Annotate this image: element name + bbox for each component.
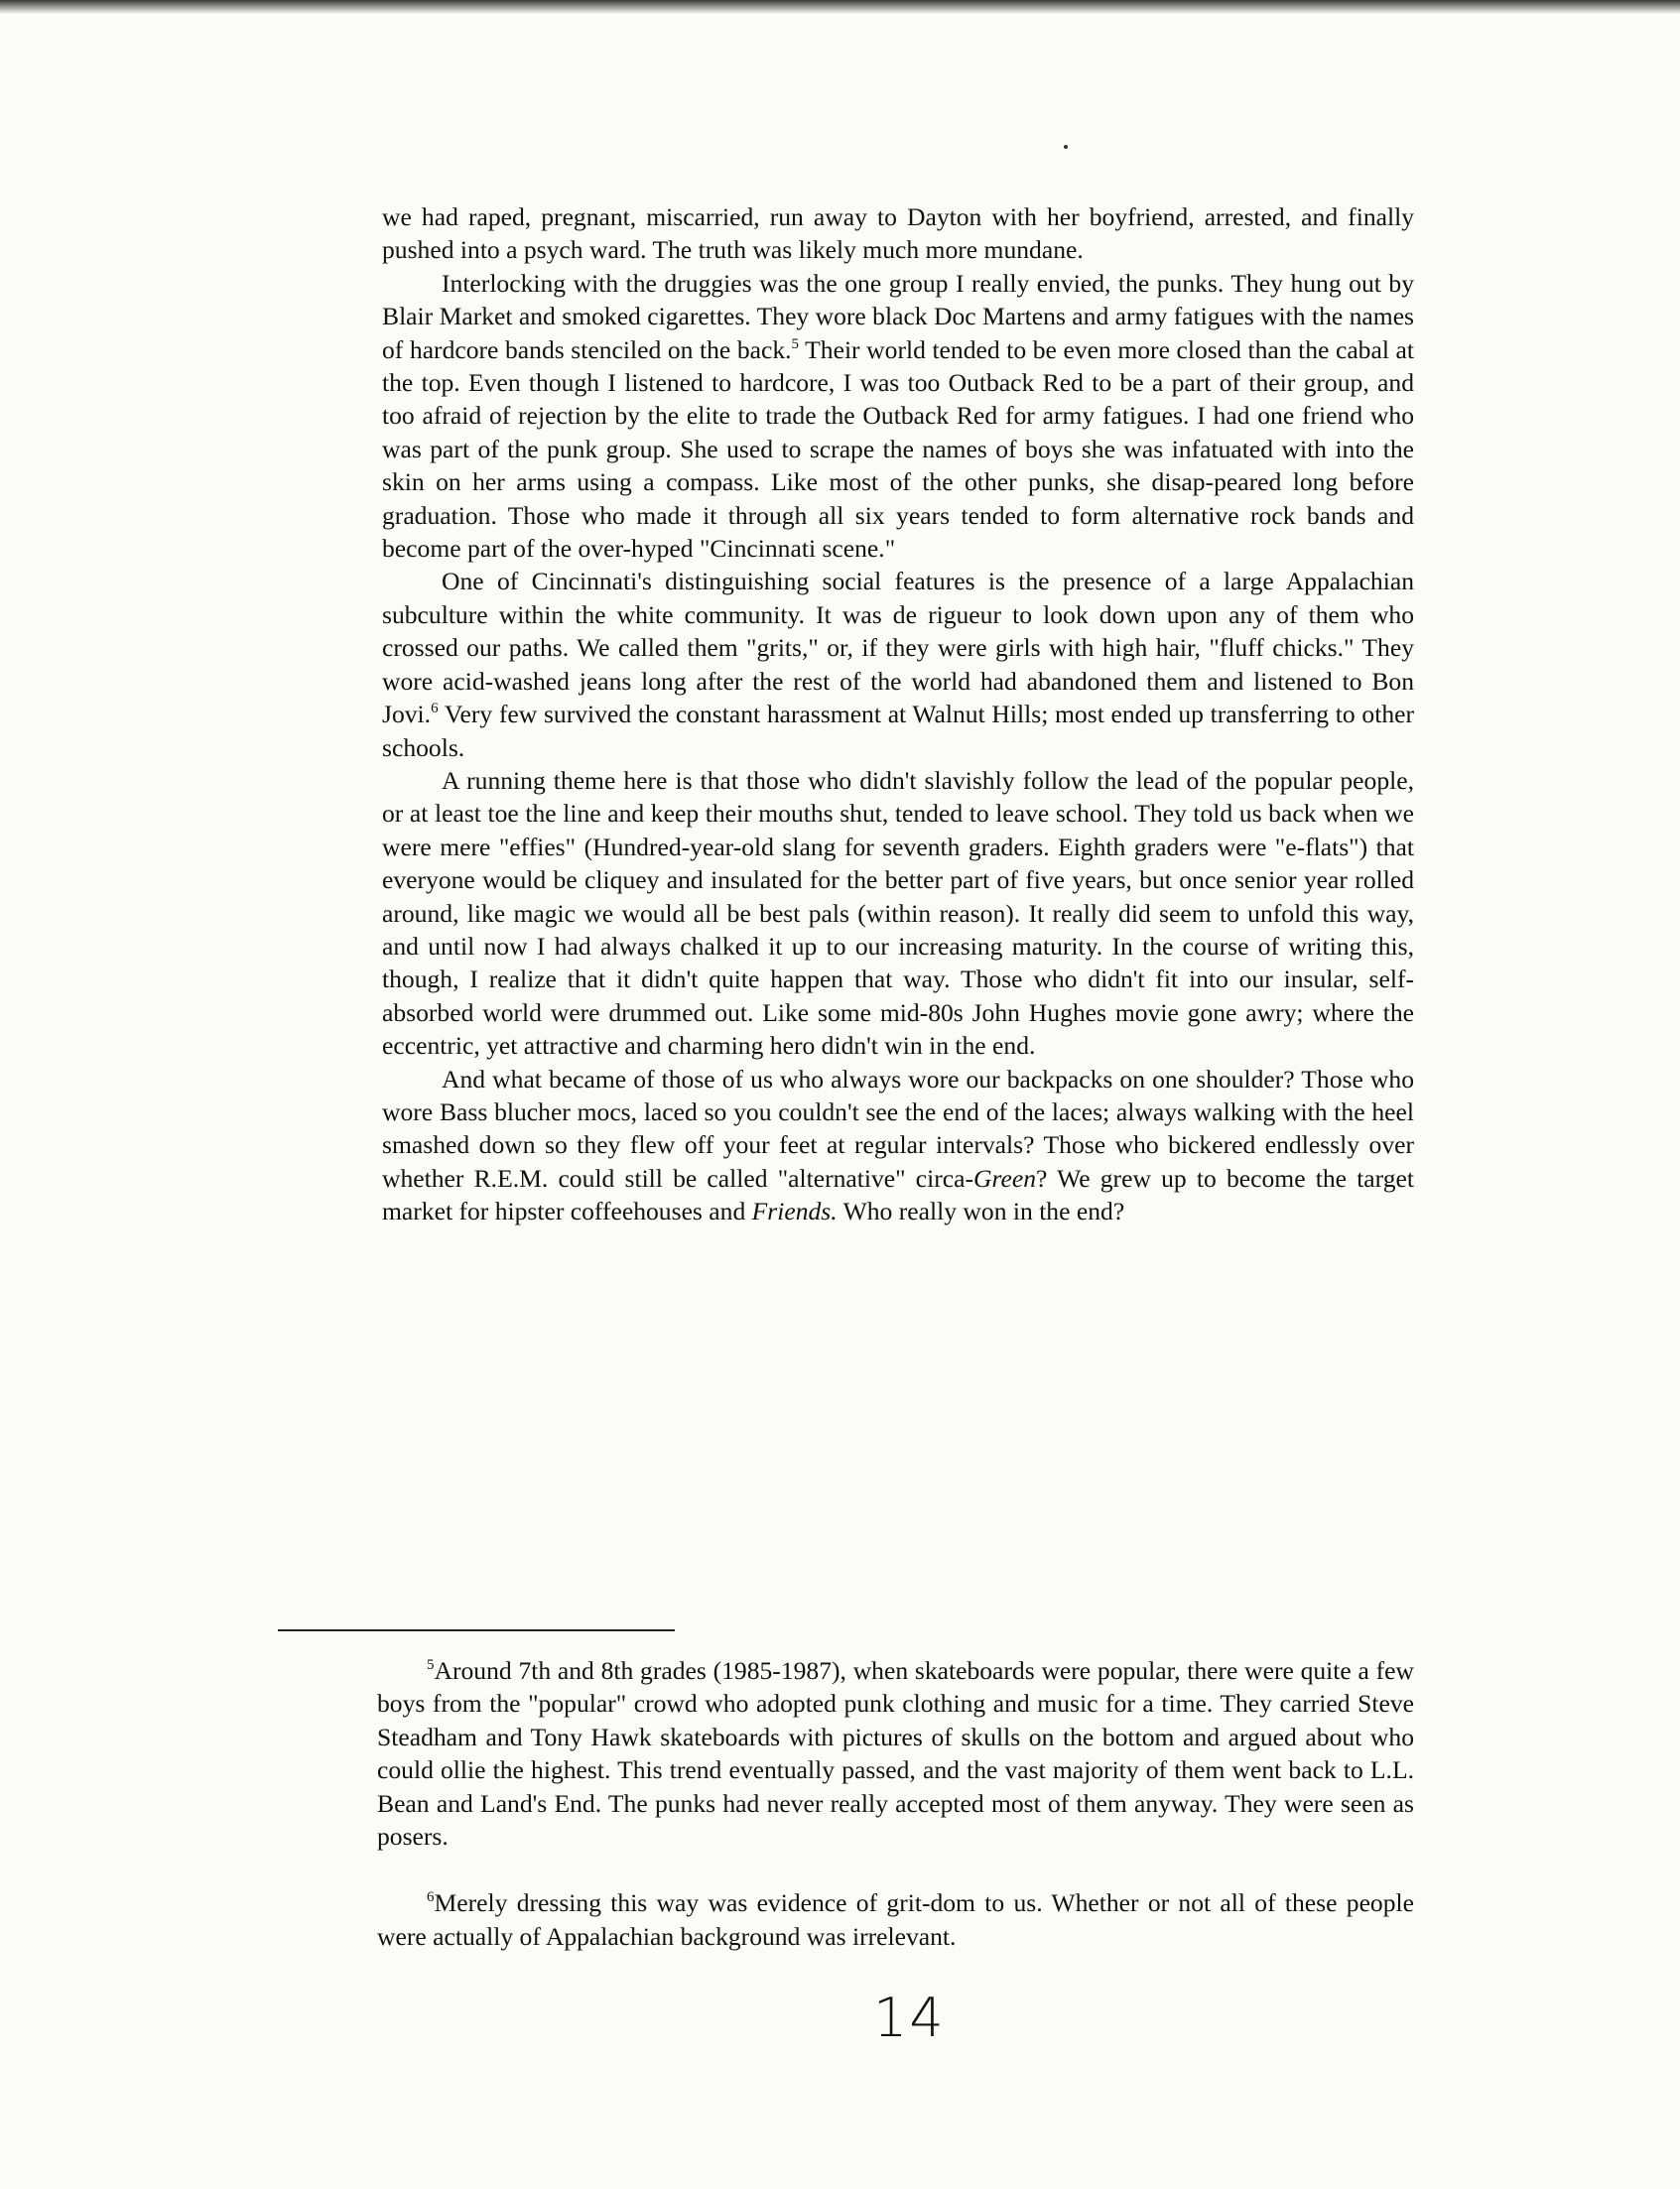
paragraph-3 [382, 565, 1414, 763]
footnote-ref-6: 6 [431, 701, 439, 717]
paragraph-2 [382, 267, 1414, 566]
page-number: 14 [873, 1987, 946, 2049]
paragraph-4: A running theme here is that those who didn't slavishly follow the lead of the popular people, or at least toe the line and keep their mouths shut, tended to leave school. They told us back when we were mere "effies" (Hundred-year-old slang for seventh graders. Eighth graders were "e-flats") that everyone would be cliquey and insulated for the better part of five years, but once senior year rolled around, like magic we would all be best pals (within reason). It really did seem to unfold this way, and until now I had always chalked it up to our increasing maturity. In the course of writing this, though, I realize that it didn't quite happen that way. Those who didn't fit into our insular, self-absorbed world were drummed out. Like some mid-80s John Hughes movie gone awry; where the eccentric, yet attractive and charming hero didn't win in the end. [382, 765, 1414, 1061]
paragraph-2-part-b: Their world tended to be even more closed than the cabal at the top. Even though I listened to hardcore, I was too Outback Red to be a part of their group, and too afraid of rejection by the elite to trade the Outback Red for army fatigues. I had one friend who was part of the punk group. She used to scrape the names of boys she was infatuated with into the skin on her arms using a compass. Like most of the other punks, she disap-peared long before graduation. Those who made it through all six years tended to form alternative rock bands and become part of the over-hyped "Cincinnati scene." [382, 334, 1414, 564]
footnote-separator [278, 1629, 675, 1631]
paragraph-2-part-a: Interlocking with the druggies was the one group I really envied, the punks. They hung out by Blair Market and smoked cigarettes. They wore black Doc Martens and army fatigues with the names of hardcore bands stenciled on the back. [382, 268, 1415, 364]
footnote-mark-5: 5 [427, 1657, 435, 1673]
footnote-6 [377, 1886, 1414, 1953]
footnote-5 [377, 1654, 1414, 1853]
show-title-friends: Friends. [751, 1197, 838, 1226]
paragraph-5-part-a: And what became of those of us who always wore our backpacks on one shoulder? Those who wore Bass blucher mocs, laced so you couldn't see the end of the laces; always walking with the heel smashed down so they flew off your feet at regular intervals? Those who bickered endlessly over whether R.E.M. could still be called "alternative" circa- [382, 1064, 1414, 1193]
footnote-6-text: Merely dressing this way was evidence of grit-dom to us. Whether or not all of these people were actually of Appalachian background was irrelevant. [377, 1888, 1414, 1951]
scan-speck [1064, 145, 1068, 149]
album-title-green: Green [973, 1163, 1037, 1193]
main-text [382, 200, 1414, 1228]
footnotes [377, 1654, 1414, 1987]
paragraph-1: we had raped, pregnant, miscarried, run away to Dayton with her boyfriend, arrested, and finally pushed into a psych ward. The truth was likely much more mundane. [382, 202, 1414, 265]
paragraph-3-part-a: One of Cincinnati's distinguishing social features is the presence of a large Appalachian subculture within the white community. It was de rigueur to look down upon any of them who crossed our paths. We called them "grits," or, if they were girls with high hair, "fluff chicks." They wore acid-washed jeans long after the rest of the world had abandoned them and listened to Bon Jovi. [382, 567, 1414, 729]
scan-edge-shadow [0, 0, 1680, 14]
paragraph-5-part-c: Who really won in the end? [837, 1197, 1125, 1226]
footnote-mark-6: 6 [427, 1889, 435, 1906]
paragraph-5 [382, 1063, 1414, 1228]
paragraph-5-part-b: ? We grew up to become the target market for hipster coffeehouses and [382, 1163, 1414, 1226]
footnote-5-text: Around 7th and 8th grades (1985-1987), when skateboards were popular, there were quite a few boys from the "popular" crowd who adopted punk clothing and music for a time. They carried Steve Steadham and Tony Hawk skateboards with pictures of skulls on the bottom and argued about who could ollie the highest. This trend eventually passed, and the vast majority of them went back to L.L. Bean and Land's End. The punks had never really accepted most of them anyway. They were seen as posers. [377, 1656, 1414, 1852]
paragraph-3-part-b: Very few survived the constant harassment at Walnut Hills; most ended up transferring to other schools. [382, 700, 1414, 762]
footnote-ref-5: 5 [791, 335, 800, 352]
